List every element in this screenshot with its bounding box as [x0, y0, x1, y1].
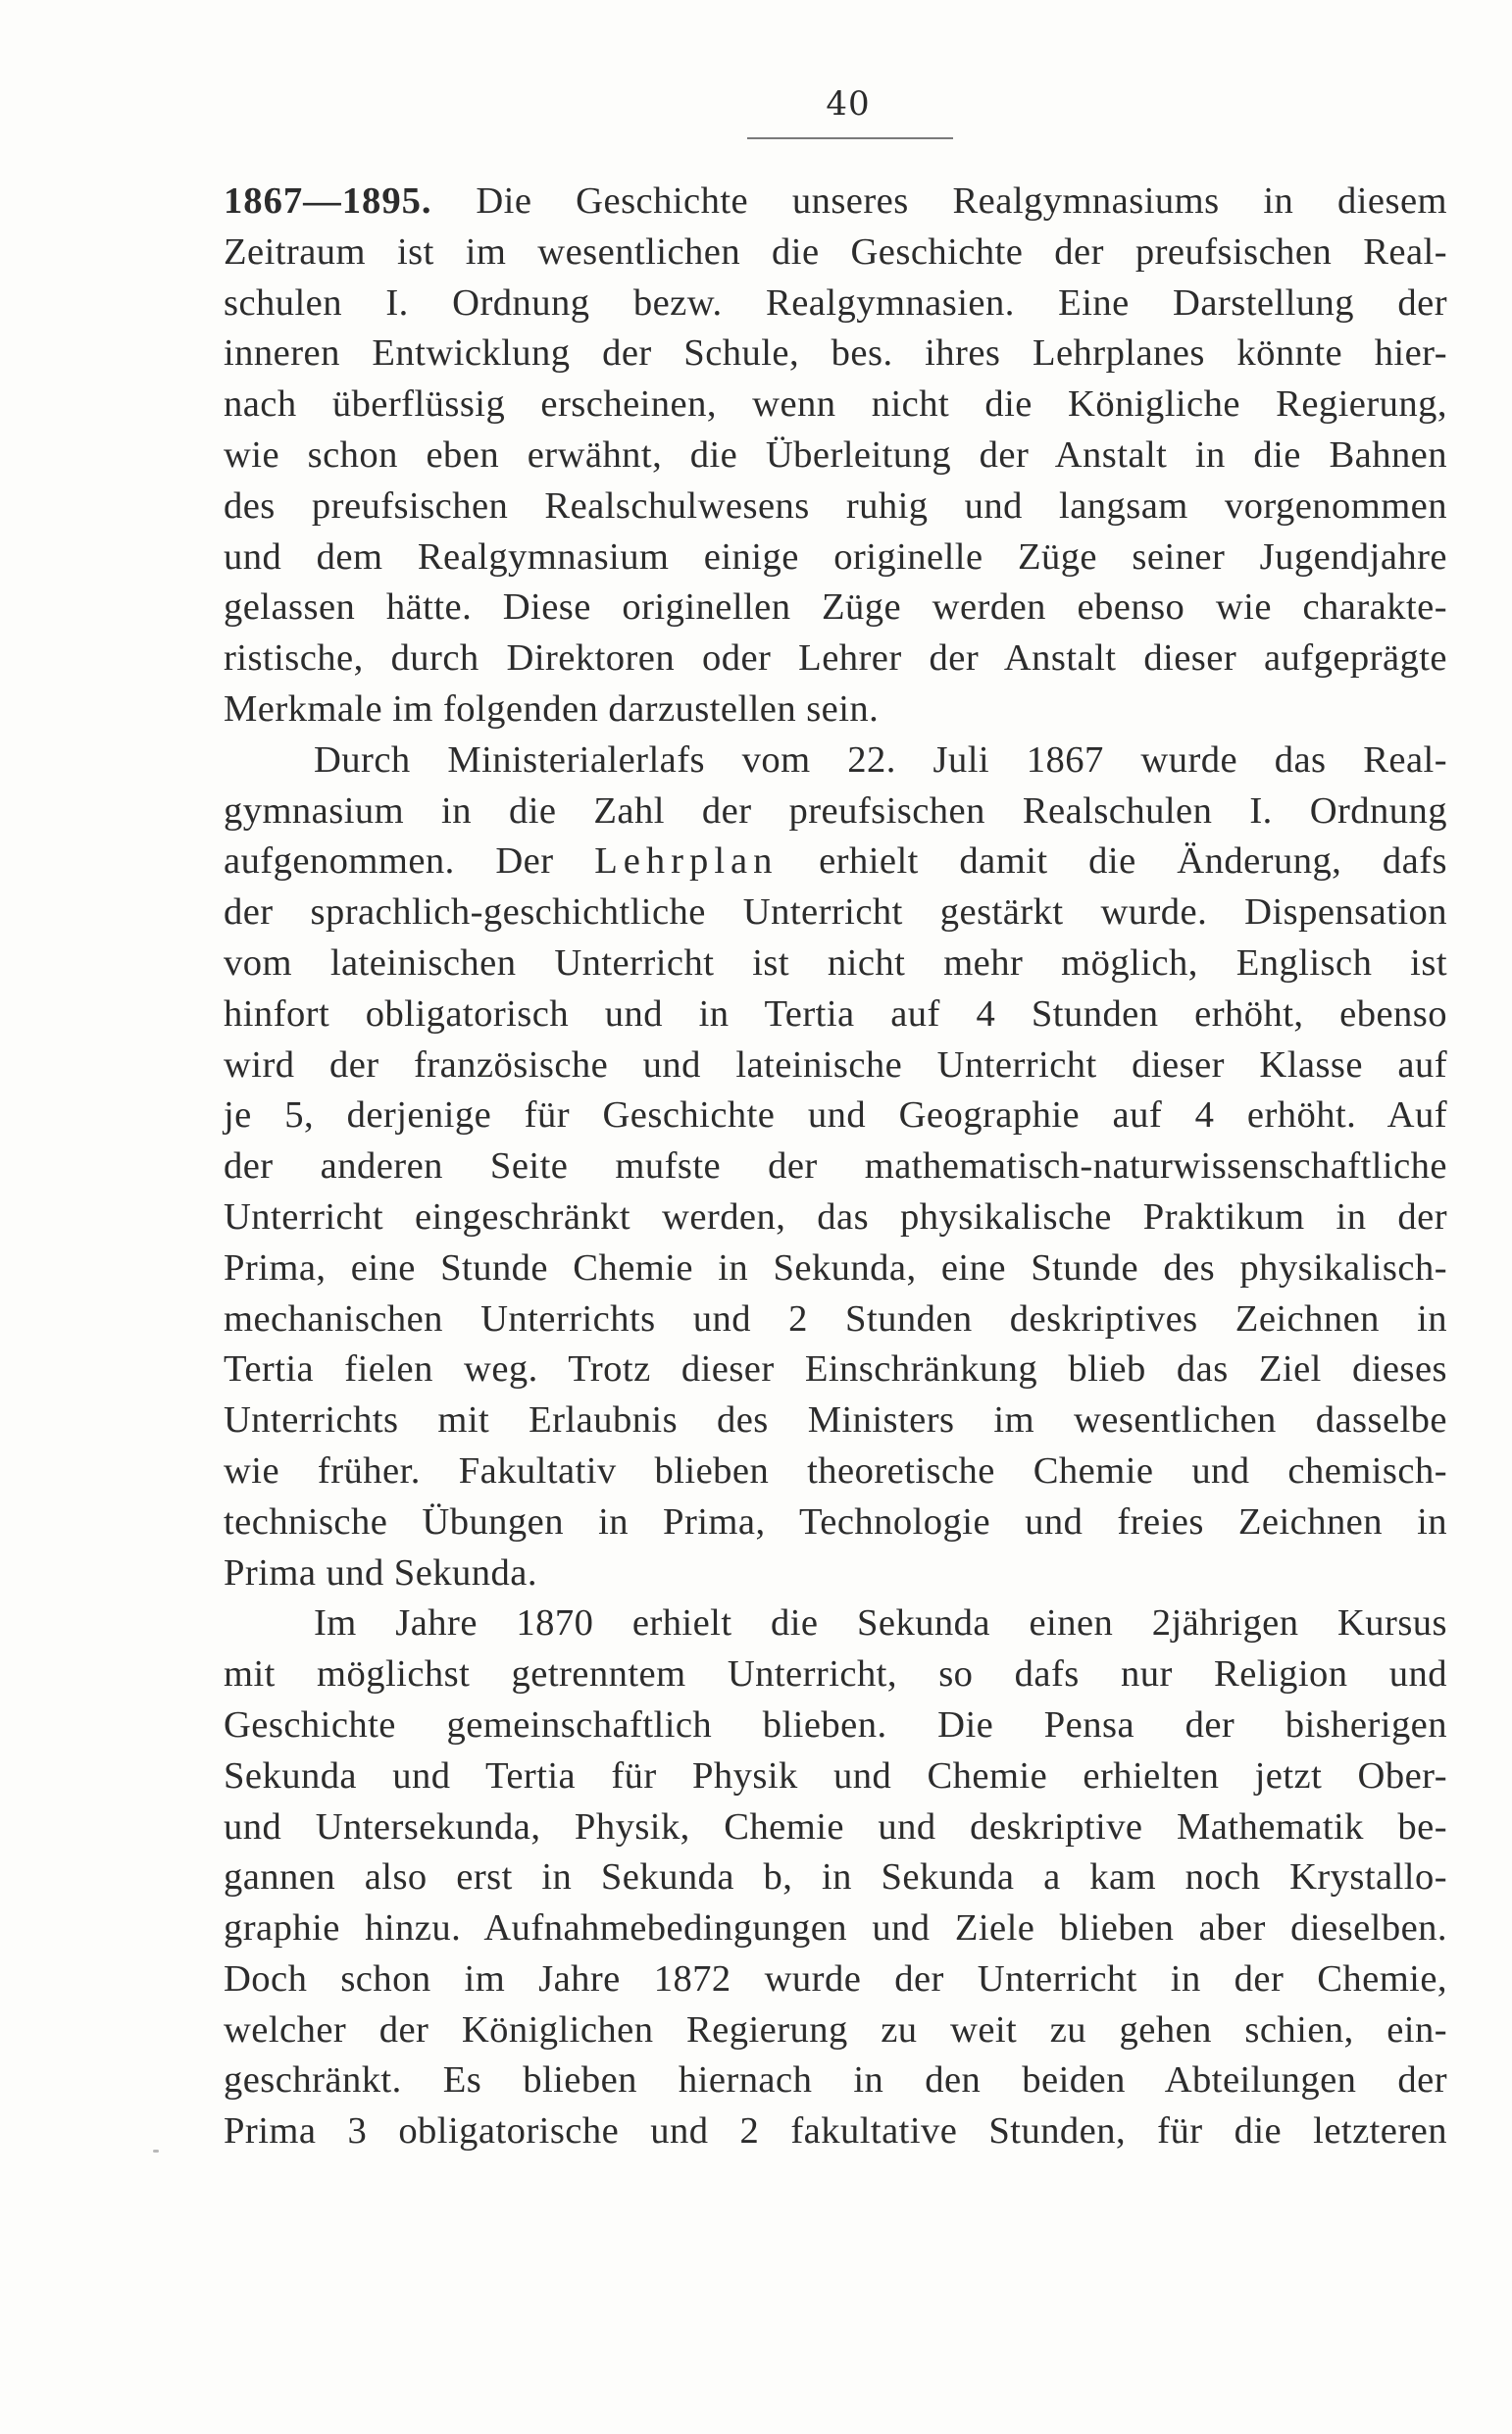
line-text: Sekunda und Tertia für Physik und Chemie erhielten jetzt Ober- — [224, 1754, 1447, 1797]
line-text: Tertia fielen weg. Trotz dieser Einschränkung blieb das Ziel dieses — [224, 1348, 1447, 1391]
spaced-emphasis: Lehrplan — [594, 840, 779, 883]
line-text: der anderen Seite mufste der mathematisch-naturwissenschaftliche — [224, 1145, 1447, 1188]
text-line — [224, 228, 1447, 279]
text-line — [224, 1040, 1447, 1091]
text-line — [224, 1344, 1447, 1395]
text-line — [224, 1548, 1447, 1599]
text-line — [224, 1598, 1447, 1649]
line-text: Durch Ministerialerlafs vom 22. Juli 1867 wurde das Real- — [314, 738, 1447, 781]
text-line — [224, 1141, 1447, 1192]
text-line — [224, 1446, 1447, 1497]
page-number: 40 — [826, 84, 871, 124]
text-line — [224, 1700, 1447, 1751]
line-text: je 5, derjenige für Geschichte und Geographie auf 4 erhöht. Auf — [224, 1094, 1447, 1137]
line-text: mechanischen Unterrichts und 2 Stunden deskriptives Zeichnen in — [224, 1297, 1447, 1340]
text-line — [224, 583, 1447, 634]
text-line — [224, 431, 1447, 482]
line-text: aufgenommen. Der — [224, 840, 595, 883]
line-text: gannen also erst in Sekunda b, in Sekunda a kam noch Krystallo- — [224, 1856, 1447, 1899]
text-line — [224, 279, 1447, 330]
line-text: des preufsischen Realschulwesens ruhig und langsam vorgenommen — [224, 484, 1447, 527]
line-text: mit möglichst getrenntem Unterricht, so dafs nur Religion und — [224, 1653, 1447, 1696]
line-text: Doch schon im Jahre 1872 wurde der Unterricht in der Chemie, — [224, 1957, 1447, 2000]
text-line — [224, 2055, 1447, 2106]
text-line — [224, 1192, 1447, 1243]
text-line — [224, 532, 1447, 583]
line-text: der sprachlich-geschichtliche Unterricht gestärkt wurde. Dispensation — [224, 891, 1447, 934]
text-line — [224, 1090, 1447, 1141]
line-text: Geschichte gemeinschaftlich blieben. Die Pensa der bisherigen — [224, 1703, 1447, 1746]
line-text: gymnasium in die Zahl der preufsischen Realschulen I. Ordnung — [224, 789, 1447, 832]
text-line — [224, 1751, 1447, 1802]
text-line — [224, 634, 1447, 685]
text-line — [224, 1243, 1447, 1294]
text-line — [224, 1852, 1447, 1903]
text-line — [224, 1497, 1447, 1548]
text-line — [224, 989, 1447, 1040]
text-line — [224, 685, 1447, 735]
line-text: ristische, durch Direktoren oder Lehrer der Anstalt dieser aufgeprägte — [224, 637, 1447, 680]
line-text: Unterricht eingeschränkt werden, das physikalische Praktikum in der — [224, 1195, 1447, 1238]
text-line — [224, 938, 1447, 989]
line-text: graphie hinzu. Aufnahmebedingungen und Ziele blieben aber dieselben. — [224, 1907, 1447, 1950]
text-line — [224, 1802, 1447, 1853]
line-text: vom lateinischen Unterricht ist nicht mehr möglich, Englisch ist — [224, 941, 1447, 984]
line-text: und Untersekunda, Physik, Chemie und deskriptive Mathematik be- — [224, 1805, 1447, 1848]
text-line — [224, 329, 1447, 380]
text-line — [224, 837, 1447, 887]
text-line — [224, 1954, 1447, 2005]
text-line — [224, 786, 1447, 837]
line-text: Prima 3 obligatorische und 2 fakultative Stunden, für die letzteren — [224, 2110, 1447, 2153]
line-text: wird der französische und lateinische Unterricht dieser Klasse auf — [224, 1043, 1447, 1086]
line-text: Prima, eine Stunde Chemie in Sekunda, eine Stunde des physikalisch- — [224, 1246, 1447, 1289]
text-line — [224, 2005, 1447, 2056]
header-rule — [747, 137, 953, 139]
text-line — [224, 1395, 1447, 1446]
text-line — [224, 177, 1447, 228]
text-line — [224, 887, 1447, 938]
body-text — [224, 177, 1447, 2157]
text-line — [224, 380, 1447, 431]
text-line — [224, 1903, 1447, 1954]
period-heading: 1867—1895. — [224, 180, 432, 222]
line-text: nach überflüssig erscheinen, wenn nicht die Königliche Regierung, — [224, 383, 1447, 426]
line-text: und dem Realgymnasium einige originelle Züge seiner Jugendjahre — [224, 535, 1447, 578]
line-text: wie früher. Fakultativ blieben theoretische Chemie und chemisch- — [224, 1449, 1447, 1492]
line-text: wie schon eben erwähnt, die Überleitung der Anstalt in die Bahnen — [224, 433, 1447, 476]
line-text: Prima und Sekunda. — [224, 1551, 537, 1594]
line-text: Unterrichts mit Erlaubnis des Ministers im wesentlichen dasselbe — [224, 1399, 1447, 1442]
line-text: schulen I. Ordnung bezw. Realgymnasien. Eine Darstellung der — [224, 281, 1447, 324]
line-text: inneren Entwicklung der Schule, bes. ihres Lehrplanes könnte hier- — [224, 332, 1447, 375]
text-line — [224, 735, 1447, 786]
line-text: gelassen hätte. Diese originellen Züge werden ebenso wie charakte- — [224, 586, 1447, 629]
text-line — [224, 1294, 1447, 1345]
line-text: geschränkt. Es blieben hiernach in den beiden Abteilungen der — [224, 2059, 1447, 2102]
line-text: welcher der Königlichen Regierung zu weit zu gehen schien, ein- — [224, 2008, 1447, 2051]
line-text: Die Geschichte unseres Realgymnasiums in diesem — [431, 180, 1447, 222]
line-text: Zeitraum ist im wesentlichen die Geschichte der preufsischen Real- — [224, 230, 1447, 273]
text-line — [224, 482, 1447, 532]
text-line — [224, 2106, 1447, 2157]
line-text: Im Jahre 1870 erhielt die Sekunda einen 2jährigen Kursus — [314, 1602, 1447, 1645]
text-line — [224, 1649, 1447, 1700]
scan-speck — [153, 2150, 159, 2153]
line-text: hinfort obligatorisch und in Tertia auf 4 Stunden erhöht, ebenso — [224, 992, 1447, 1035]
line-text: Merkmale im folgenden darzustellen sein. — [224, 687, 880, 730]
line-text: erhielt damit die Änderung, dafs — [778, 840, 1447, 883]
line-text: technische Übungen in Prima, Technologie und freies Zeichnen in — [224, 1500, 1447, 1543]
